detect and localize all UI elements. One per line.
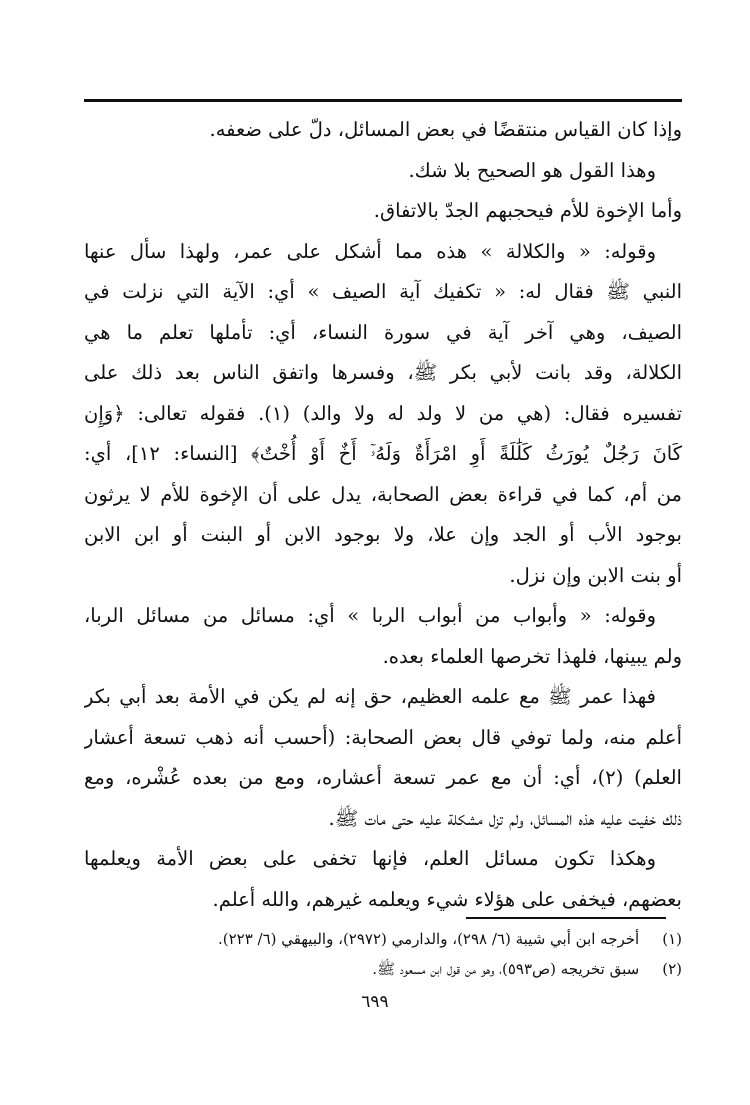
footnote-item [84,954,682,984]
text-line: ولم يبينها، فلهذا تخرصها العلماء بعده. [382,644,682,668]
text-line: ذلك خفيت عليه هذه المسائل، ولم تزل مشكلة عليه حتى مات ﷺ. [328,806,682,830]
text-line: وقوله: « وأبواب من أبواب الربا » أي: مسائل من مسائل الربا، [84,604,656,627]
footnote-item [84,924,682,954]
footnote-number: (١) [662,930,682,948]
text-line: وإذا كان القياس منتقضًا في بعض المسائل، دلّ على ضعفه. [209,118,682,141]
text-line: أو بنت الابن وإن نزل. [509,563,682,587]
quran-verse-line: كَانَ رَجُلٌ يُورَثُ كَلَٰلَةً أَوِ امْرَأَةٌ وَلَهُۥٓ أَخٌ أَوْ أُخْتٌ﴾ [النساء: ١٢]، أي: [84,442,682,465]
text-line: الصيف، وهي آخر آية في سورة النساء، أي: تأملها تعلم ما هي [84,320,682,344]
text-line: وأما الإخوة للأم فيحجبهم الجدّ بالاتفاق. [373,199,682,222]
header-rule [84,99,682,102]
footnote-rule [466,917,666,919]
footnotes [84,924,682,984]
text-line: وهذا القول هو الصحيح بلا شك. [408,158,656,182]
text-line: فهذا عمر ﷺ مع علمه العظيم، حق إنه لم يكن في الأمة بعد أبي بكر [84,685,656,708]
text-line: النبي ﷺ فقال له: « تكفيك آية الصيف » أي: الآية التي نزلت في [84,280,682,303]
footnote-text: أخرجه ابن أبي شيبة (٦/ ٢٩٨)، والدارمي (٢٩٧٢)، والبيهقي (٦/ ٢٢٣). [217,930,640,948]
main-text [84,110,682,920]
text-line: بوجود الأب أو الجد وإن علا، ولا بوجود الابن أو البنت أو ابن الابن [84,523,682,546]
text-line: وقوله: « والكلالة » هذه مما أشكل على عمر، ولهذا سأل عنها [84,239,656,263]
text-line: من أم، كما في قراءة بعض الصحابة، يدل على أن الإخوة للأم لا يرثون [84,482,682,506]
text-line: بعضهم، فيخفى على هؤلاء شيء ويعلمه غيرهم، والله أعلم. [212,887,682,911]
text-line: وهكذا تكون مسائل العلم، فإنها تخفى على بعض الأمة ويعلمها [84,847,656,870]
text-line: العلم) (٢)، أي: أن مع عمر تسعة أعشاره، ومع من بعده عُشْره، ومع [84,766,682,789]
text-line: تفسيره فقال: (هي من لا ولد له ولا والد) (١). فقوله تعالى: ﴿وَإِن [84,401,682,425]
text-line: أعلم منه، ولما توفي قال بعض الصحابة: (أحسب أنه ذهب تسعة أعشار [84,725,682,749]
footnote-number: (٢) [662,960,682,978]
page-number: ٦٩٩ [361,992,389,1012]
text-line: الكلالة، وقد بانت لأبي بكر ﷺ، وفسرها واتفق الناس بعد ذلك على [84,361,682,384]
footnote-text: سبق تخريجه (ص٥٩٣)، وهو من قول ابن مسعود ﷺ. [372,960,640,978]
